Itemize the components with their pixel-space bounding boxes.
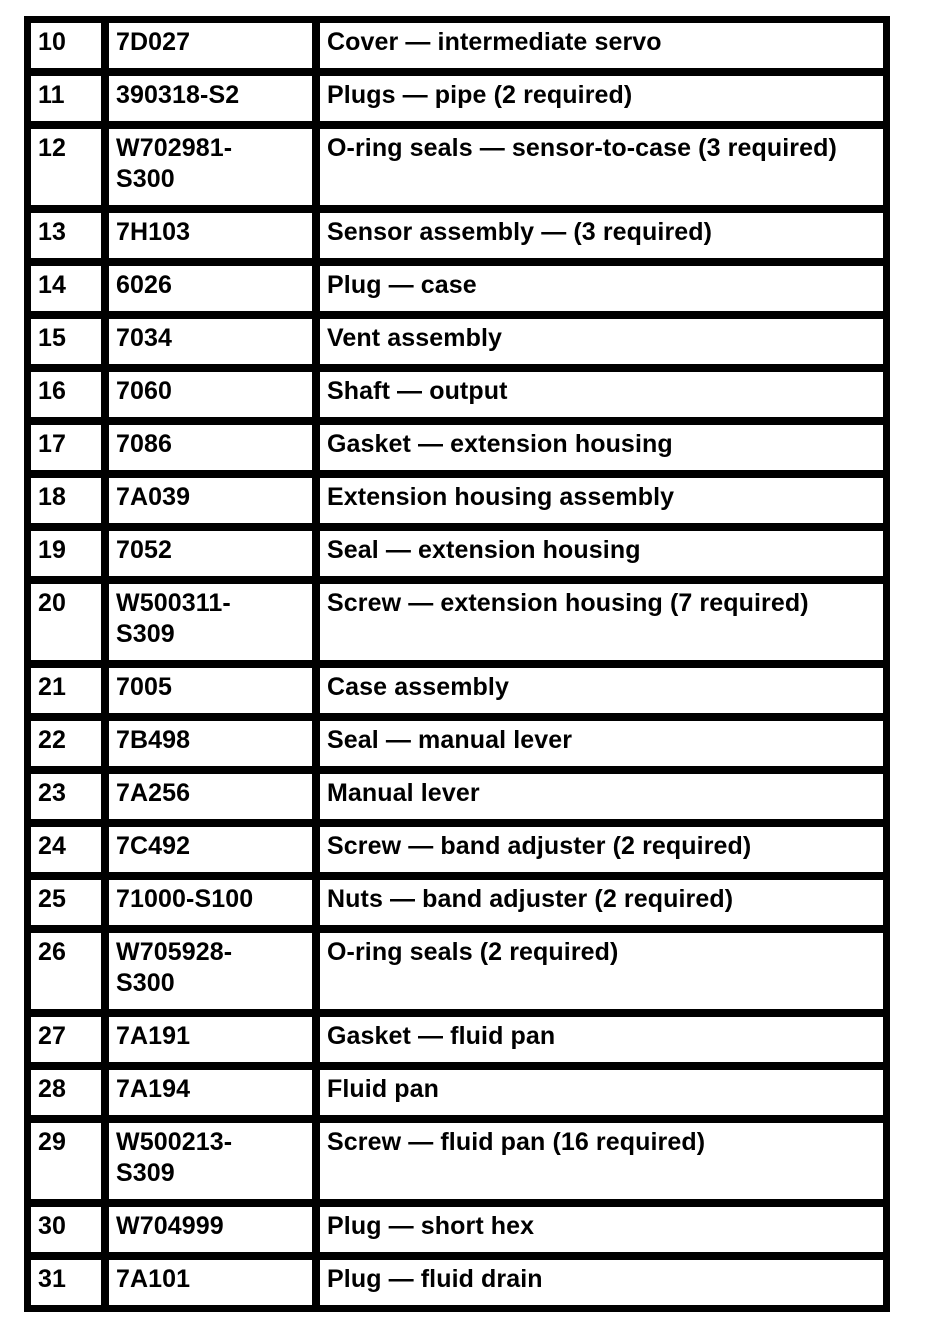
item-number: 23 xyxy=(27,770,105,823)
part-number xyxy=(105,474,316,527)
item-number: 27 xyxy=(27,1013,105,1066)
part-number-line: 7A101 xyxy=(116,1265,191,1293)
item-number: 11 xyxy=(27,72,105,125)
part-number-line: 7H103 xyxy=(116,218,191,246)
part-description: Vent assembly xyxy=(316,315,887,368)
part-description: Plug — short hex xyxy=(316,1203,887,1256)
table-row xyxy=(27,1013,887,1066)
part-description: Fluid pan xyxy=(316,1066,887,1119)
table-row xyxy=(27,929,887,1013)
item-number: 18 xyxy=(27,474,105,527)
part-number xyxy=(105,717,316,770)
table-row xyxy=(27,72,887,125)
part-number xyxy=(105,315,316,368)
parts-table-body xyxy=(27,19,887,1309)
table-row xyxy=(27,770,887,823)
part-number-line: 71000-S100 xyxy=(116,885,254,913)
part-number-line: 7052 xyxy=(116,536,173,564)
part-description: Nuts — band adjuster (2 required) xyxy=(316,876,887,929)
part-number xyxy=(105,823,316,876)
table-row xyxy=(27,368,887,421)
part-number-line: 7005 xyxy=(116,673,173,701)
table-row xyxy=(27,1203,887,1256)
part-number-line: 7034 xyxy=(116,324,173,352)
part-number-line: W705928- xyxy=(116,938,233,966)
part-description: Seal — manual lever xyxy=(316,717,887,770)
part-number-line: S309 xyxy=(116,1159,175,1187)
item-number: 25 xyxy=(27,876,105,929)
item-number: 17 xyxy=(27,421,105,474)
part-number-line: 7A256 xyxy=(116,779,191,807)
part-number-line: 7A191 xyxy=(116,1022,191,1050)
table-row xyxy=(27,664,887,717)
item-number: 22 xyxy=(27,717,105,770)
part-number xyxy=(105,876,316,929)
item-number: 21 xyxy=(27,664,105,717)
table-row xyxy=(27,421,887,474)
part-number xyxy=(105,209,316,262)
part-description: Screw — extension housing (7 required) xyxy=(316,580,887,664)
item-number: 30 xyxy=(27,1203,105,1256)
table-row xyxy=(27,474,887,527)
part-number xyxy=(105,527,316,580)
part-description: O-ring seals — sensor-to-case (3 required) xyxy=(316,125,887,209)
item-number: 29 xyxy=(27,1119,105,1203)
part-number-line: W500213- xyxy=(116,1128,233,1156)
part-number-line: 7D027 xyxy=(116,28,191,56)
table-row xyxy=(27,823,887,876)
part-number xyxy=(105,929,316,1013)
part-number xyxy=(105,421,316,474)
table-row xyxy=(27,717,887,770)
table-row xyxy=(27,209,887,262)
part-number-line: 7086 xyxy=(116,430,173,458)
part-description: Screw — fluid pan (16 required) xyxy=(316,1119,887,1203)
part-description: O-ring seals (2 required) xyxy=(316,929,887,1013)
table-row xyxy=(27,262,887,315)
item-number: 16 xyxy=(27,368,105,421)
item-number: 10 xyxy=(27,19,105,72)
part-number-line: 7B498 xyxy=(116,726,191,754)
part-number xyxy=(105,1013,316,1066)
table-row xyxy=(27,19,887,72)
part-number-line: S300 xyxy=(116,165,175,193)
part-description: Sensor assembly — (3 required) xyxy=(316,209,887,262)
part-description: Seal — extension housing xyxy=(316,527,887,580)
table-row xyxy=(27,527,887,580)
part-number-line: 6026 xyxy=(116,271,173,299)
item-number: 24 xyxy=(27,823,105,876)
part-number xyxy=(105,664,316,717)
part-number-line: 7A194 xyxy=(116,1075,191,1103)
part-number xyxy=(105,580,316,664)
part-number-line: 390318-S2 xyxy=(116,81,240,109)
item-number: 31 xyxy=(27,1256,105,1309)
part-number-line: W704999 xyxy=(116,1212,224,1240)
item-number: 13 xyxy=(27,209,105,262)
table-row xyxy=(27,876,887,929)
table-row xyxy=(27,315,887,368)
part-description: Shaft — output xyxy=(316,368,887,421)
parts-table xyxy=(24,16,890,1312)
part-number xyxy=(105,262,316,315)
part-description: Plug — case xyxy=(316,262,887,315)
part-number-line: W702981- xyxy=(116,134,233,162)
part-number xyxy=(105,125,316,209)
item-number: 12 xyxy=(27,125,105,209)
item-number: 20 xyxy=(27,580,105,664)
part-number-line: 7C492 xyxy=(116,832,191,860)
part-description: Gasket — fluid pan xyxy=(316,1013,887,1066)
part-number xyxy=(105,770,316,823)
table-row xyxy=(27,1256,887,1309)
part-number xyxy=(105,72,316,125)
table-row xyxy=(27,125,887,209)
part-description: Plugs — pipe (2 required) xyxy=(316,72,887,125)
part-number-line: W500311- xyxy=(116,589,231,617)
part-description: Gasket — extension housing xyxy=(316,421,887,474)
part-number xyxy=(105,19,316,72)
part-description: Extension housing assembly xyxy=(316,474,887,527)
part-number xyxy=(105,1119,316,1203)
part-description: Screw — band adjuster (2 required) xyxy=(316,823,887,876)
part-number xyxy=(105,1256,316,1309)
part-description: Plug — fluid drain xyxy=(316,1256,887,1309)
table-row xyxy=(27,580,887,664)
item-number: 19 xyxy=(27,527,105,580)
item-number: 15 xyxy=(27,315,105,368)
part-number-line: S300 xyxy=(116,969,175,997)
part-number-line: S309 xyxy=(116,620,175,648)
table-row xyxy=(27,1066,887,1119)
part-description: Cover — intermediate servo xyxy=(316,19,887,72)
item-number: 28 xyxy=(27,1066,105,1119)
part-number-line: 7A039 xyxy=(116,483,191,511)
table-row xyxy=(27,1119,887,1203)
part-description: Case assembly xyxy=(316,664,887,717)
part-description: Manual lever xyxy=(316,770,887,823)
part-number xyxy=(105,368,316,421)
item-number: 14 xyxy=(27,262,105,315)
part-number xyxy=(105,1203,316,1256)
item-number: 26 xyxy=(27,929,105,1013)
part-number xyxy=(105,1066,316,1119)
part-number-line: 7060 xyxy=(116,377,173,405)
